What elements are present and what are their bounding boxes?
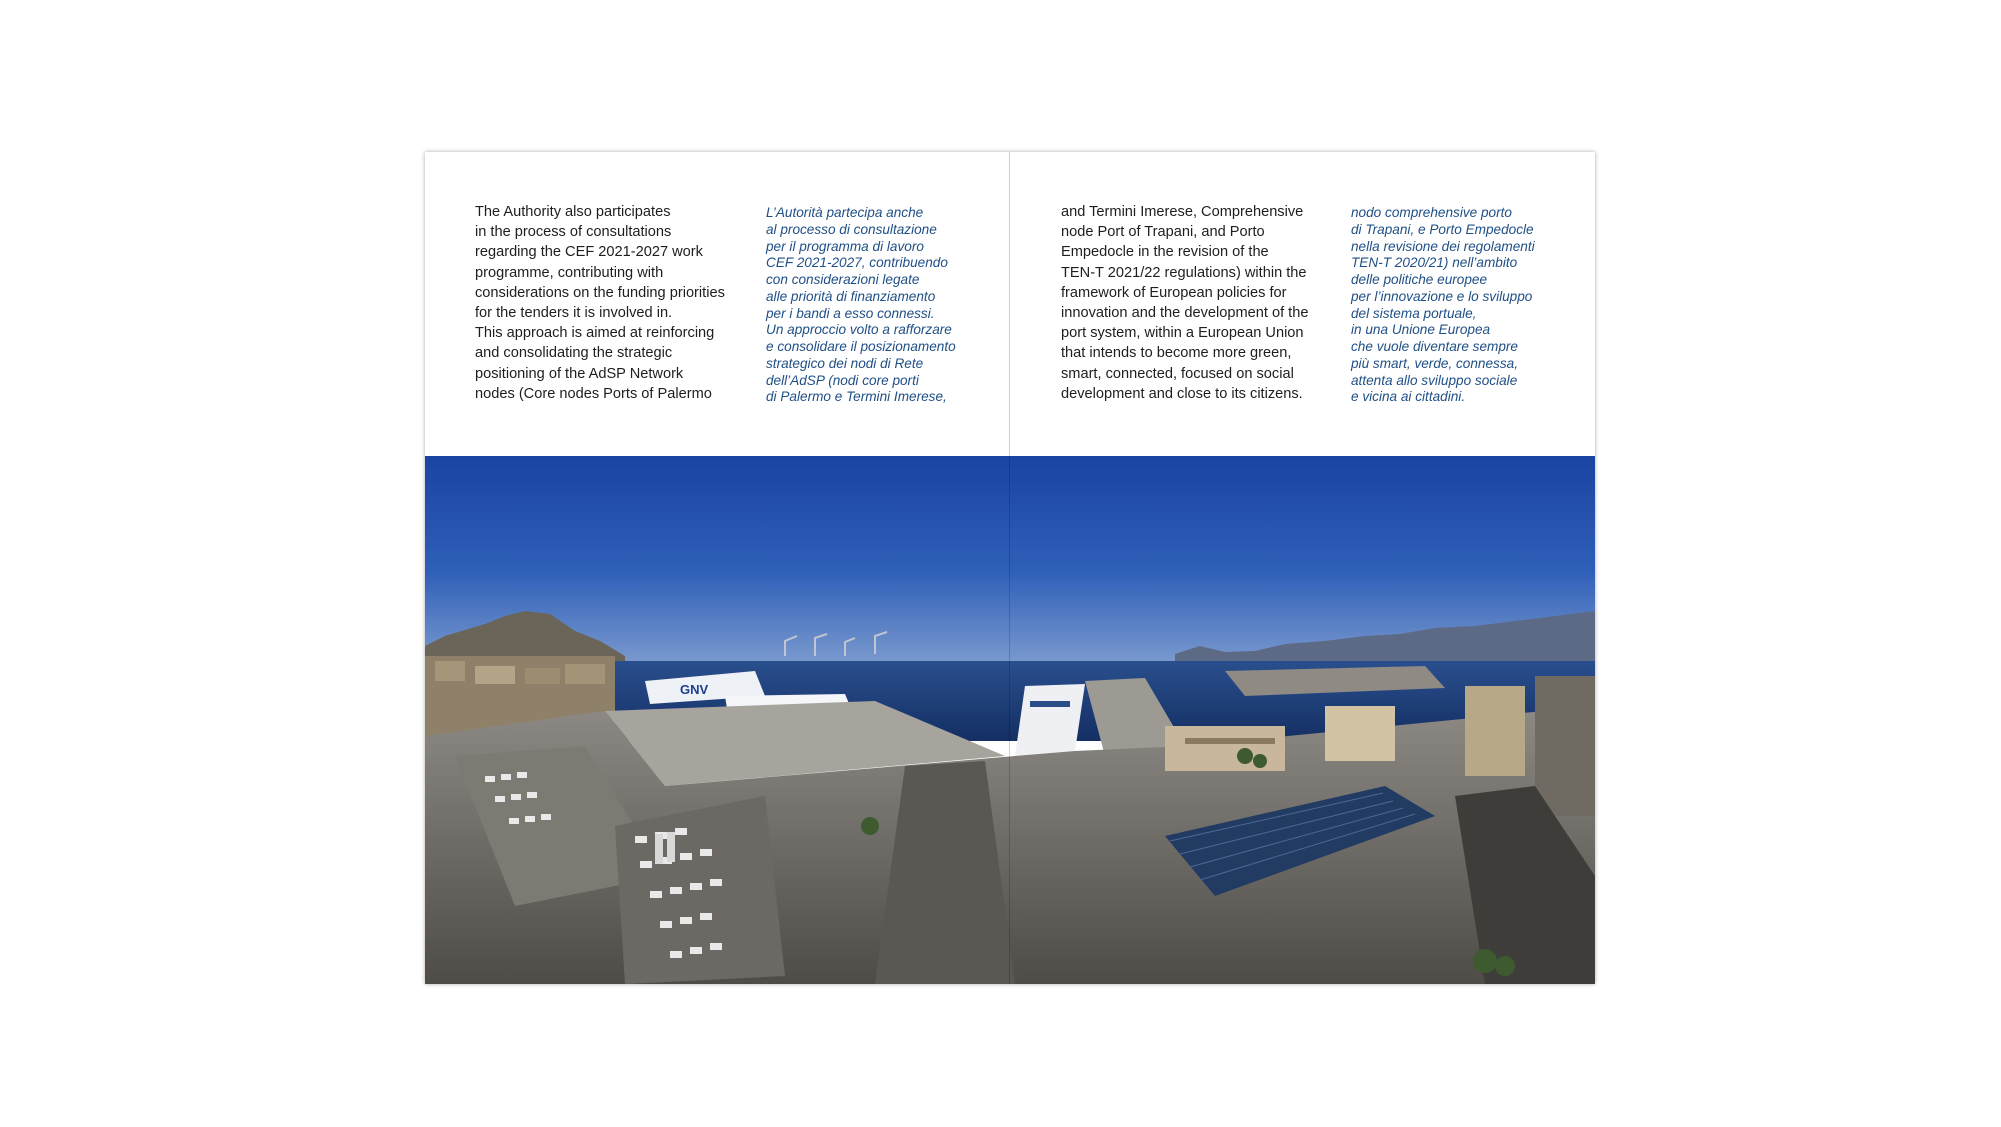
page-fold [1009,152,1010,984]
right-page-english-paragraph: and Termini Imerese, Comprehensive node Port of Trapani, and Porto Empedocle in the revision of the TEN-T 2021/22 regulations) within the framework of European policies for innovation and the development of the port system, within a European Union that intends to become more green, smart, connected, focused on social development and close to its citizens. [1061,204,1309,402]
panoramic-port-photo [425,456,1595,984]
left-page-english-paragraph: The Authority also participates in the process of consultations regarding the CEF 2021-2027 work programme, contributing with considerations on the funding priorities for the tenders it is involved in. This approach is aimed at reinforcing and consolidating the strategic positioning of the AdSP Network nodes (Core nodes Ports of Palermo [475,204,725,402]
right-page-italian-paragraph: nodo comprehensive porto di Trapani, e Porto Empedocle nella revisione dei regolamenti TEN-T 2020/21) nell’ambito delle politiche europee per l’innovazione e lo sviluppo del sistema portuale, in una Unione Europea che vuole diventare sempre più smart, verde, connessa, attenta allo sviluppo sociale e vicina ai cittadini. [1351,205,1535,405]
left-page-italian-paragraph: L’Autorità partecipa anche al processo di consultazione per il programma di lavoro CEF 2021-2027, contribuendo con considerazioni legate alle priorità di finanziamento per i bandi a esso connessi. Un approccio volto a rafforzare e consolidare il posizionamento strategico dei nodi di Rete dell’AdSP (nodi core porti di Palermo e Termini Imerese, [766,205,956,405]
ship-gnv-label: GNV [680,682,709,697]
ferry-right [1015,684,1085,756]
brochure-spread [425,152,1595,984]
